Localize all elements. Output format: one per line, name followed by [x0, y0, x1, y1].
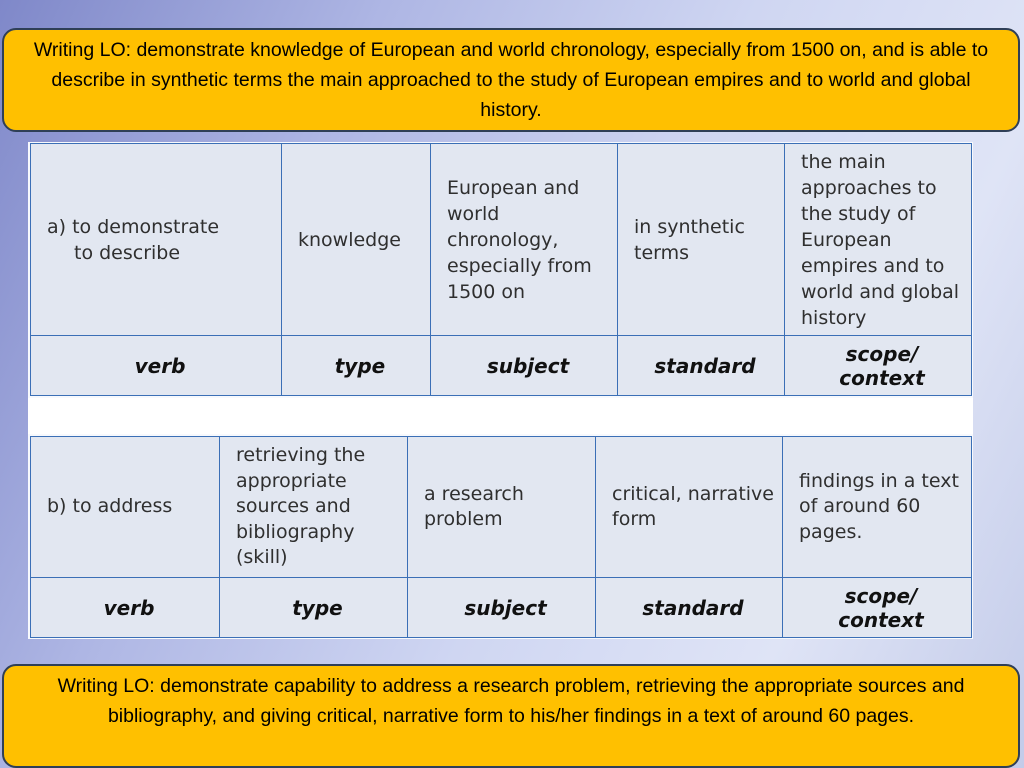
bottom-learning-outcome-text: Writing LO: demonstrate capability to address a research problem, retrieving the appropriate sources and bibliography, and giving critical, narrative form to his/her findings in a text of around 60 pages. — [57, 675, 965, 727]
top-learning-outcome-callout — [2, 28, 1020, 132]
table-b-label-subject: subject — [408, 578, 596, 638]
table-b-verb-text: b) to address — [47, 495, 173, 518]
table-b-verb-cell — [31, 437, 220, 578]
learning-outcome-tables-panel — [28, 142, 973, 639]
table-a-label-subject: subject — [431, 336, 618, 396]
bottom-learning-outcome-callout — [2, 664, 1020, 768]
table-a-label-type: type — [282, 336, 431, 396]
table-a-label-verb: verb — [31, 336, 282, 396]
table-b-label-type: type — [220, 578, 408, 638]
table-a-type-cell — [282, 144, 431, 336]
table-a-standard-cell — [618, 144, 785, 336]
learning-outcome-table-a — [30, 143, 972, 396]
table-a-verb-cell — [31, 144, 282, 336]
table-a-content-row — [31, 144, 972, 336]
table-a-verb-line2: to describe — [74, 241, 181, 264]
table-a-subject-cell — [431, 144, 618, 336]
table-a-standard-text: in synthetic terms — [634, 215, 745, 264]
table-b-scope-text: findings in a text of around 60 pages. — [799, 469, 959, 543]
learning-outcome-table-b — [30, 436, 972, 638]
table-a-label-scope: scope/ context — [785, 336, 972, 396]
table-separator-band — [28, 398, 973, 434]
table-b-standard-cell — [596, 437, 783, 578]
table-b-subject-cell — [408, 437, 596, 578]
table-a-scope-text: the main approaches to the study of European empires and to world and global history — [801, 150, 960, 329]
table-a-scope-cell — [785, 144, 972, 336]
table-b-content-row — [31, 437, 972, 578]
table-b-scope-cell — [783, 437, 972, 578]
table-a-label-row — [31, 336, 972, 396]
table-b-standard-text: critical, narrative form — [612, 482, 774, 530]
table-b-label-row — [31, 578, 972, 638]
table-b-label-standard: standard — [596, 578, 783, 638]
table-b-type-text: retrieving the appropriate sources and bibliography (skill) — [236, 444, 366, 569]
top-learning-outcome-text: Writing LO: demonstrate knowledge of European and world chronology, especially from 1500 on, and is able to describe in synthetic terms the main approached to the study of European empires and to world and global history. — [33, 39, 989, 121]
table-b-type-cell — [220, 437, 408, 578]
table-a-type-text: knowledge — [298, 228, 401, 251]
table-b-subject-text: a research problem — [424, 482, 524, 530]
table-a-label-standard: standard — [618, 336, 785, 396]
table-b-label-scope: scope/ context — [783, 578, 972, 638]
table-b-label-verb: verb — [31, 578, 220, 638]
table-a-verb-line1: a) to demonstrate — [47, 215, 220, 238]
table-a-subject-text: European and world chronology, especially from 1500 on — [447, 176, 592, 303]
